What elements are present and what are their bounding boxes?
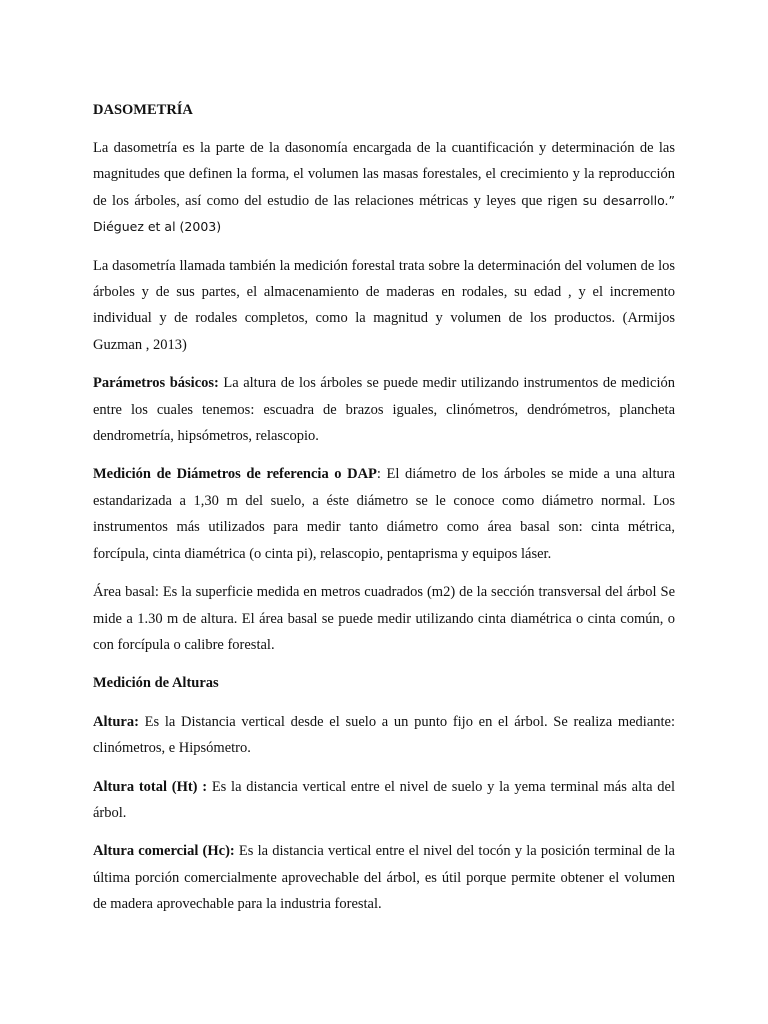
paragraph-dap-text: : El diámetro de los árboles se mide a una altura estandarizada a 1,30 m del suelo, a éste diámetro se le conoce como diámetro normal. Los instrumentos más utilizados para medir tanto diámetro como área basal son: cinta métrica, forcípula, cinta diamétrica (o cinta pi), relascopio, pentaprisma y equipos láser.	[93, 466, 675, 562]
paragraph-commercial-height	[93, 838, 675, 917]
paragraph-commercial-height-text: Es la distancia vertical entre el nivel del tocón y la posición terminal de la última porción comercialmente aprovechable del árbol, es útil porque permite obtener el volumen de madera aprovechable para la industria forestal.	[93, 843, 675, 913]
label-basic-parameters: Parámetros básicos:	[93, 375, 219, 392]
paragraph-basal-area	[93, 579, 675, 658]
paragraph-basal-area-text: Área basal: Es la superficie medida en metros cuadrados (m2) de la sección transversal del árbol Se mide a 1.30 m de altura. El área basal se puede medir utilizando cinta diamétrica o cinta común, o con forcípula o calibre forestal.	[93, 584, 675, 653]
label-commercial-height: Altura comercial (Hc):	[93, 843, 235, 860]
paragraph-definition	[93, 135, 675, 241]
label-height-measurement: Medición de Alturas	[93, 675, 219, 692]
paragraph-definition-text: La dasometría es la parte de la dasonomía encargada de la cuantificación y determinación de las magnitudes que definen la forma, el volumen las masas forestales, el crecimiento y la reproducción de los árboles, así como del estudio de las relaciones métricas y leyes que rigen	[93, 140, 675, 209]
paragraph-height	[93, 709, 675, 762]
paragraph-height-text: Es la Distancia vertical desde el suelo a un punto fijo en el árbol. Se realiza mediante: clinómetros, e Hipsómetro.	[93, 713, 675, 757]
paragraph-forest-measurement	[93, 253, 675, 359]
paragraph-total-height-text: Es la distancia vertical entre el nivel de suelo y la yema terminal más alta del árbol.	[93, 778, 675, 821]
document-body	[93, 97, 675, 930]
document-title: DASOMETRÍA	[93, 102, 193, 118]
section-heading-heights	[93, 670, 675, 696]
paragraph-basic-parameters-text: La altura de los árboles se puede medir utilizando instrumentos de medición entre los cuales tenemos: escuadra de brazos iguales, clinómetros, dendrómetros, plancheta dendrometría, hipsómetros, relascopio.	[93, 375, 675, 445]
paragraph-forest-measurement-text: La dasometría llamada también la medición forestal trata sobre la determinación del volumen de los árboles y de sus partes, el almacenamiento de maderas en rodales, su edad , y el incremento individual y de rodales completos, como la magnitud y volumen de los productos. (Armijos Guzman , 2013)	[93, 257, 675, 353]
citation-dieguez: su desarrollo.” Diéguez et al (2003)	[93, 192, 675, 235]
label-total-height: Altura total (Ht) :	[93, 778, 208, 795]
label-dap: Medición de Diámetros de referencia o DAP	[93, 466, 377, 483]
label-height: Altura:	[93, 713, 139, 730]
paragraph-dap	[93, 461, 675, 567]
paragraph-basic-parameters	[93, 370, 675, 449]
paragraph-total-height	[93, 774, 675, 827]
